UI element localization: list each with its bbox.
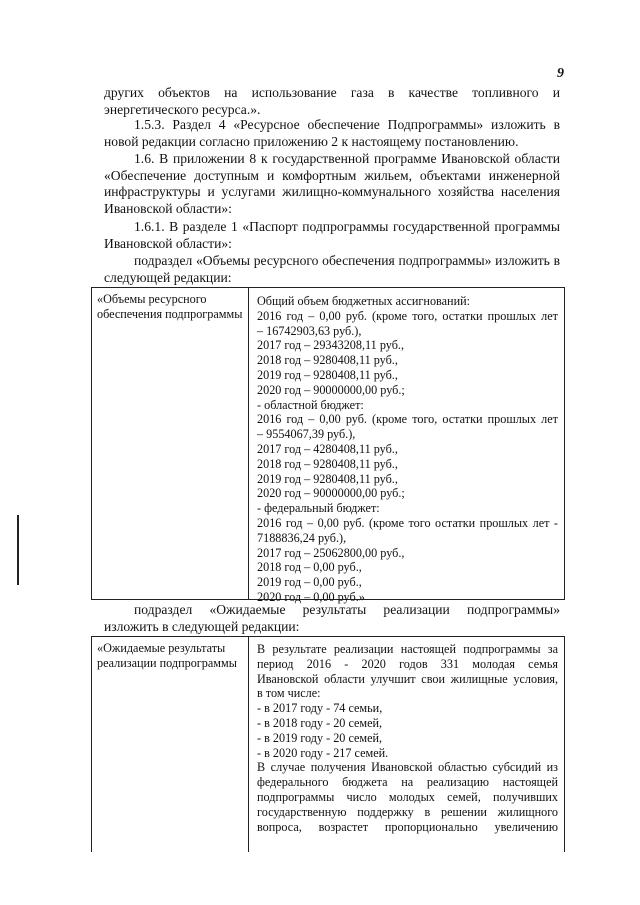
paragraph-1-6-1: 1.6.1. В разделе 1 «Паспорт подпрограммы государственной программы Ивановской области»: <box>104 219 560 251</box>
table_funding-line: 2018 год – 0,00 руб., <box>257 560 362 575</box>
table_funding-line: 2019 год – 0,00 руб., <box>257 575 362 590</box>
table_funding-line: Общий объем бюджетных ассигнований: <box>257 294 470 308</box>
table_results-line: федерального бюджета на реализацию настоящей <box>257 775 558 790</box>
table_funding-line: 2020 год – 0,00 руб.» <box>257 589 365 604</box>
paragraph-results-subsection: подраздел «Ожидаемые результаты реализации подпрограммы» изложить в следующей редакции: <box>104 602 560 634</box>
funding-table-label: «Объемы ресурсного обеспечения подпрограммы <box>92 288 249 599</box>
table_funding-line: – 9554067,39 руб.), <box>257 427 356 442</box>
table_funding-line: 2020 год – 90000000,00 руб.; <box>257 382 405 397</box>
table_funding-line: 2018 год – 9280408,11 руб., <box>257 456 398 471</box>
table_funding-line: 2016 год – 0,00 руб. (кроме того, остатки прошлых лет <box>257 308 558 323</box>
table_results-line: В результате реализации настоящей подпрограммы за <box>257 642 558 656</box>
table_results-line: Ивановской области улучшит свои жилищные условия, <box>257 671 558 686</box>
paragraph-gas-resource: других объектов на использование газа в качестве топливного и энергетического ресурса.». <box>104 85 560 117</box>
paragraph-1-5-3: 1.5.3. Раздел 4 «Ресурсное обеспечение Подпрограммы» изложить в новой редакции согласно приложению 2 к настоящему постановлению. <box>104 117 560 149</box>
table_funding-line: 2019 год – 9280408,11 руб., <box>257 367 398 382</box>
table_funding-line: 2016 год – 0,00 руб. (кроме того остатки прошлых лет - <box>257 515 558 530</box>
results-table <box>91 636 565 852</box>
table_results-line: В случае получения Ивановской областью субсидий из <box>257 760 558 775</box>
table_funding-line: 2017 год – 4280408,11 руб., <box>257 441 398 456</box>
table_results-line: период 2016 - 2020 годов 331 молодая семья <box>257 656 558 671</box>
table_funding-line: - областной бюджет: <box>257 397 364 412</box>
table_funding-line: 2017 год – 25062800,00 руб., <box>257 545 405 560</box>
table_funding-line: 2016 год – 0,00 руб. (кроме того, остатки прошлых лет <box>257 412 558 427</box>
table_results-line: - в 2020 году - 217 семей. <box>257 745 389 760</box>
table_results-line: - в 2017 году - 74 семьи, <box>257 701 383 716</box>
results-table-label: «Ожидаемые результаты реализации подпрограммы <box>92 637 249 852</box>
table_funding-line: 2020 год – 90000000,00 руб.; <box>257 486 405 501</box>
funding-table <box>91 287 565 604</box>
table_funding-line: 7188836,24 руб.), <box>257 530 347 545</box>
table_results-line: подпрограммы число молодых семей, получивших <box>257 789 558 804</box>
table_funding-line: 2017 год – 29343208,11 руб., <box>257 338 404 353</box>
table_funding-line: 2019 год – 9280408,11 руб., <box>257 471 398 486</box>
page-number: 9 <box>557 66 564 81</box>
table_results-line: в том числе: <box>257 686 321 701</box>
paragraph-funding-subsection: подраздел «Объемы ресурсного обеспечения подпрограммы» изложить в следующей редакции: <box>104 253 560 285</box>
scan-margin-mark <box>17 515 19 585</box>
table_funding-line: - федеральный бюджет: <box>257 501 380 516</box>
paragraph-1-6: 1.6. В приложении 8 к государственной программе Ивановской области «Обеспечение доступным и комфортным жильем, объектами инженерной инфраструктуры и услугами жилищно-коммунального хозяйства населения Ивановской области»: <box>104 151 560 216</box>
table_results-line: государственную поддержку в решении жилищного <box>257 804 558 819</box>
results-table-value <box>250 637 564 852</box>
funding-table-value <box>250 288 564 604</box>
table_results-line: - в 2019 году - 20 семей, <box>257 730 383 745</box>
table_funding-line: – 16742903,63 руб.), <box>257 323 362 338</box>
table_results-line: вопроса, возрастет пропорционально увеличению <box>257 819 558 834</box>
table_funding-line: 2018 год – 9280408,11 руб., <box>257 353 398 368</box>
table_results-line: - в 2018 году - 20 семей, <box>257 715 383 730</box>
